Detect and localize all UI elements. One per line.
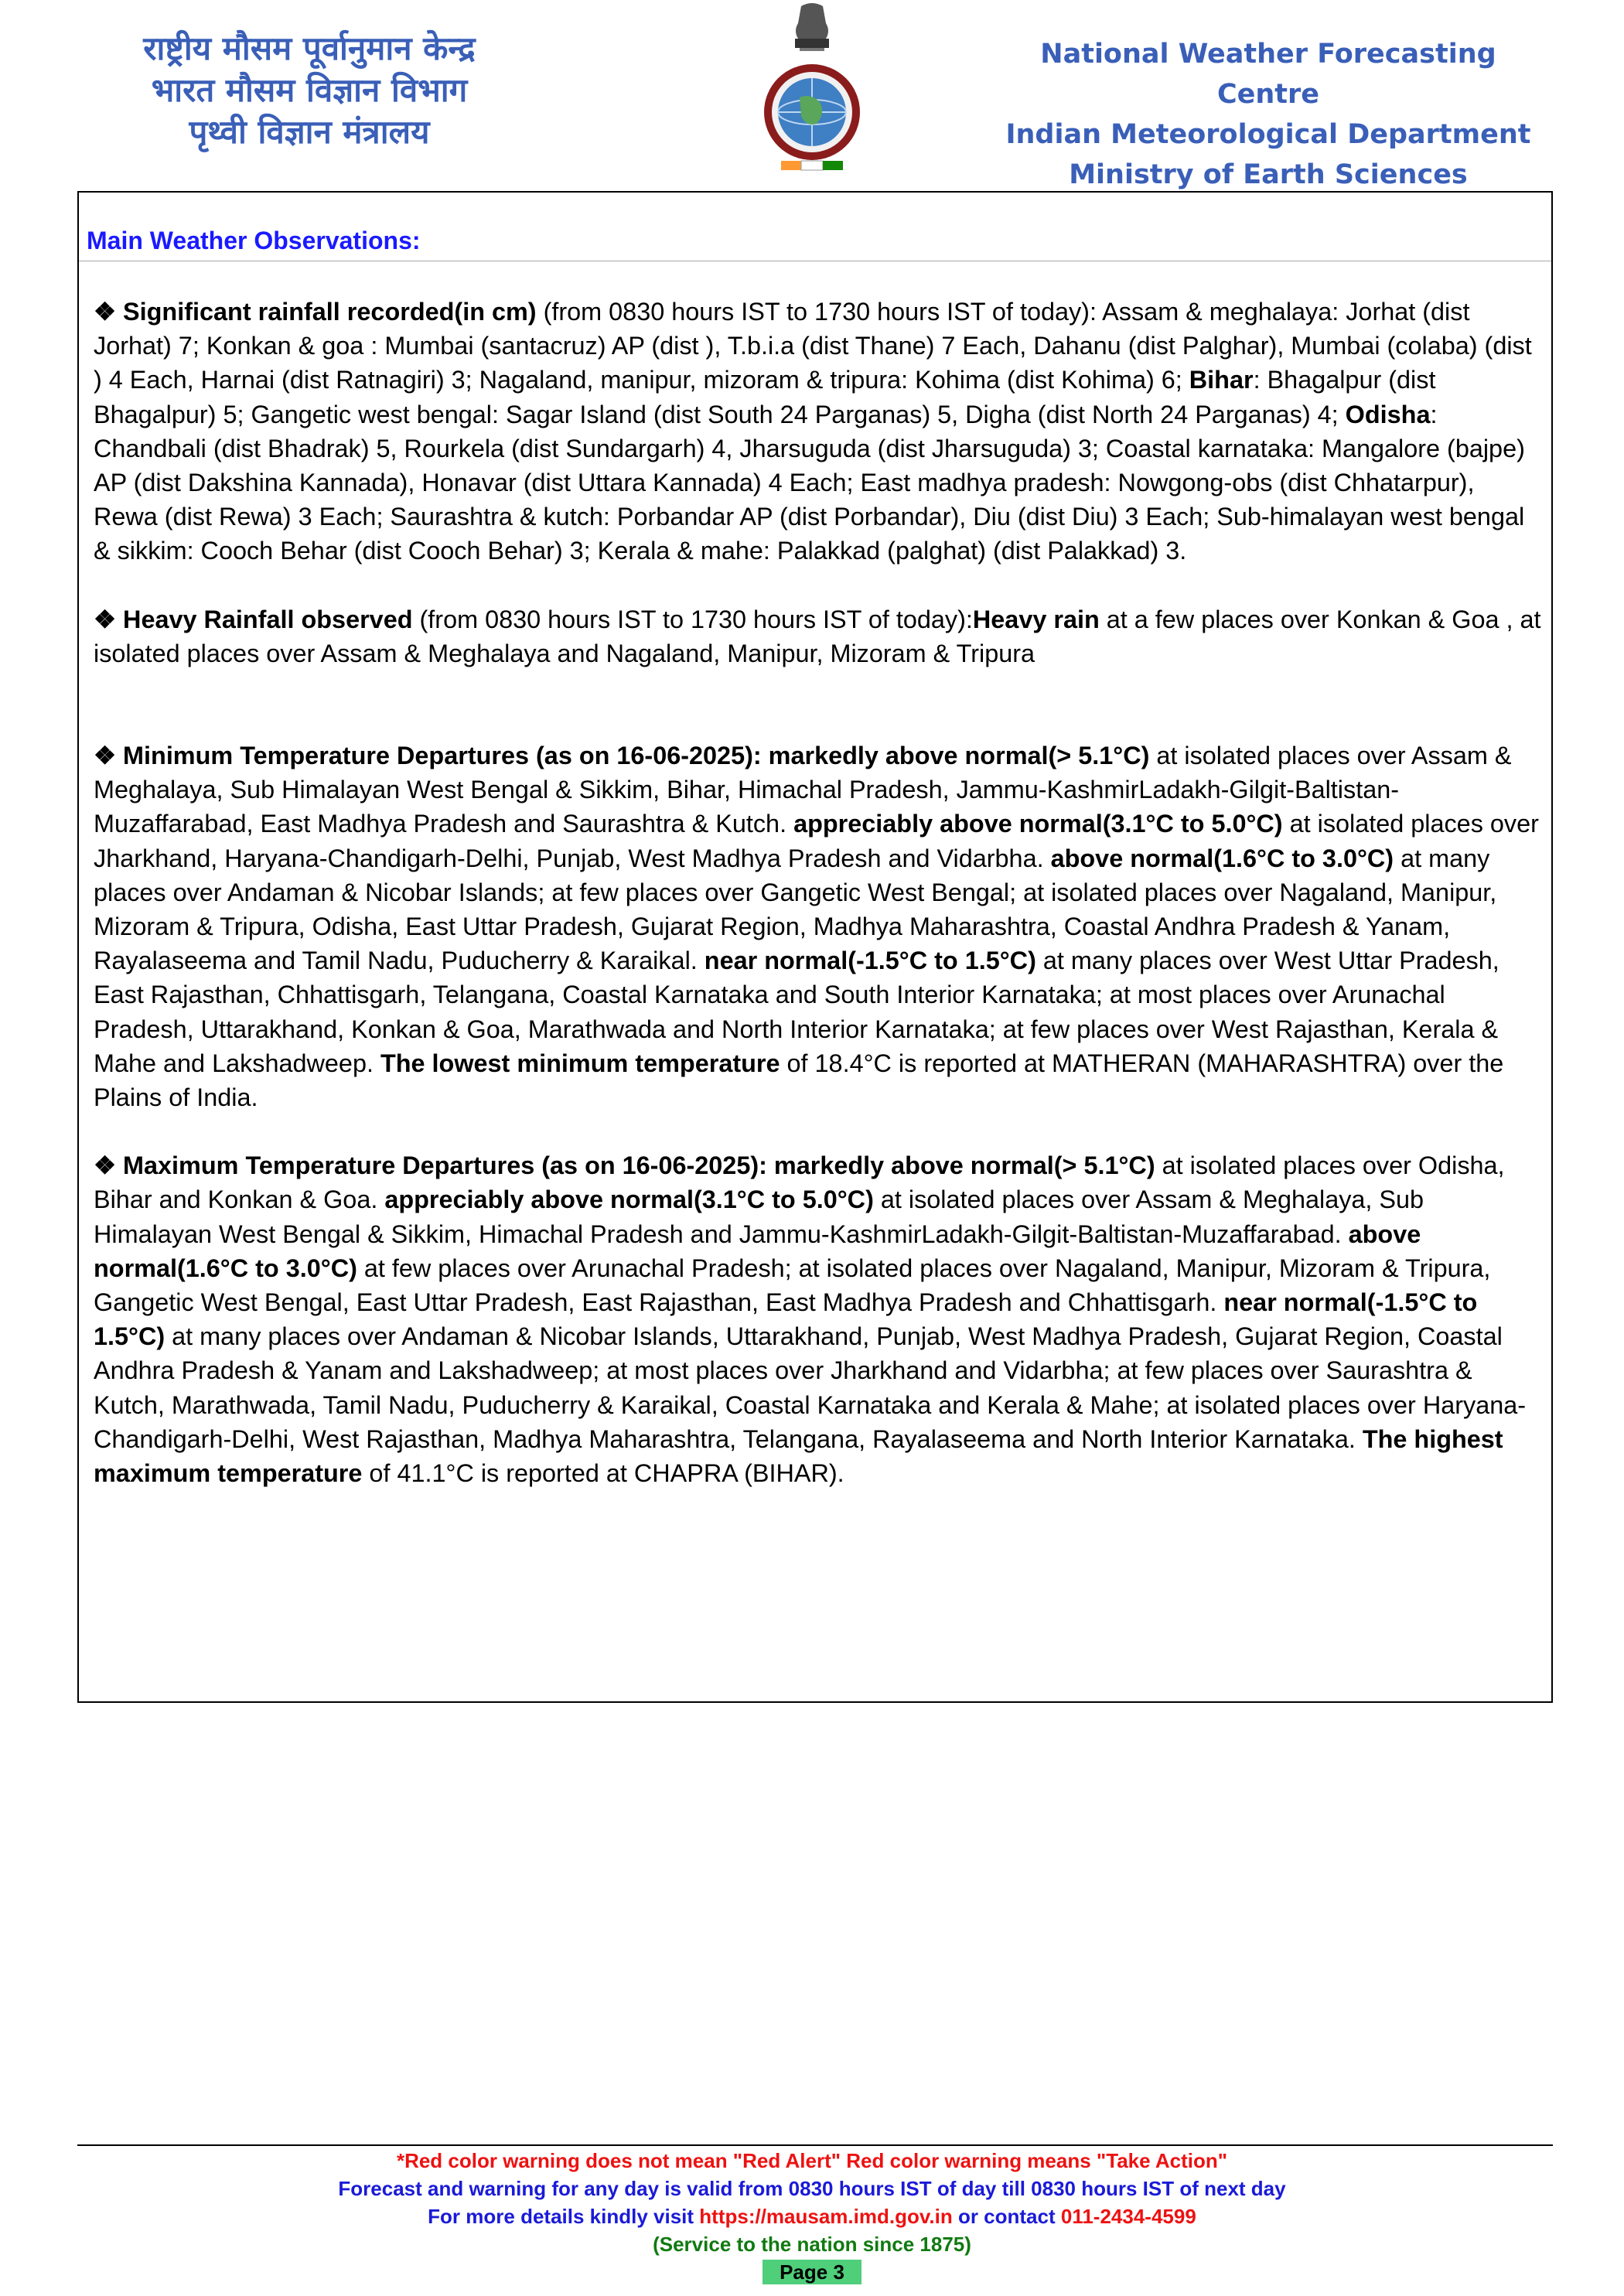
min-temp-bold-2: above normal(1.6°C to 3.0°C) bbox=[1050, 844, 1394, 872]
max-temp-bold-1: appreciably above normal(3.1°C to 5.0°C) bbox=[384, 1186, 874, 1214]
min-temp-text-1: at isolated places over Assam & Meghalaya, Sub Himalayan West Bengal & Sikkim, Bihar, Himachal Pradesh, Jammu-KashmirLadakh-Gilgit-Baltistan-Muzaffarabad, East Madhya Pradesh and Saurashtra & Kutch. bbox=[94, 742, 1512, 838]
max-temp-text-3: at few places over Arunachal Pradesh; at isolated places over Nagaland, Manipur, Mizoram & Tripura, Gangetic West Bengal, East Uttar Pradesh, East Rajasthan, East Madhya Pradesh and Chhattisgarh. bbox=[94, 1254, 1491, 1317]
max-temp-label: Maximum Temperature Departures (as on 16-06-2025): markedly above normal(> 5.1°C) bbox=[123, 1151, 1155, 1180]
bullet-icon: ❖ bbox=[94, 605, 117, 633]
validity-note: Forecast and warning for any day is valid from 0830 hours IST of day till 0830 hours IST of next day bbox=[338, 2177, 1286, 2200]
observations-panel bbox=[77, 191, 1553, 1703]
rainfall-text-3: : Chandbali (dist Bhadrak) 5, Rourkela (dist Sundargarh) 4, Jharsuguda (dist Jharsuguda) 3; Coastal karnataka: Mangalore (bajpe) AP (dist Dakshina Kannada), Honavar (dist Uttara Kannada) 4 Each; East madhya pradesh: Nowgong-obs (dist Chhatarpur), Rewa (dist Rewa) 3 Each; Saurashtra & kutch: Porbandar AP (dist Porbandar), Diu (dist Diu) 3 Each; Sub-himalayan west bengal & sikkim: Cooch Behar (dist Cooch Behar) 3; Kerala & mahe: Palakkad (palghat) (dist Palakkad) 3. bbox=[94, 400, 1525, 565]
rainfall-label: Significant rainfall recorded(in cm) bbox=[123, 298, 537, 326]
min-temp-label: Minimum Temperature Departures (as on 16-06-2025): markedly above normal(> 5.1°C) bbox=[123, 742, 1150, 770]
heavy-rain-paragraph bbox=[94, 602, 1541, 670]
max-temp-text-5: of 41.1°C is reported at CHAPRA (BIHAR). bbox=[362, 1459, 844, 1488]
max-temp-text-4: at many places over Andaman & Nicobar Islands, Uttarakhand, Punjab, West Madhya Pradesh, Gujarat Region, Coastal Andhra Pradesh & Yanam and Lakshadweep; at most places over Jharkhand and Vidarbha; at few places over Saurashtra & Kutch, Marathwada, Tamil Nadu, Puducherry & Karaikal, Coastal Karnataka and Kerala & Mahe; at isolated places over Haryana-Chandigarh-Delhi, West Rajasthan, Madhya Maharashtra, Telangana, Rayalaseema and North Interior Karnataka. bbox=[94, 1322, 1527, 1453]
page-number-badge: Page 3 bbox=[763, 2260, 861, 2284]
footer-divider bbox=[77, 2144, 1553, 2146]
max-temp-paragraph bbox=[94, 1148, 1541, 1490]
min-temp-text-5: of 18.4°C is reported at MATHERAN (MAHARASHTRA) over the Plains of India. bbox=[94, 1049, 1504, 1112]
english-line-2: Indian Meteorological Department bbox=[1005, 119, 1531, 150]
min-temp-text-3: at many places over Andaman & Nicobar Islands; at few places over Gangetic West Bengal; at isolated places over Nagaland, Manipur, Mizoram & Tripura, Odisha, East Uttar Pradesh, Gujarat Region, Madhya Maharashtra, Coastal Andhra Pradesh & Yanam, Rayalaseema and Tamil Nadu, Puducherry & Karaikal. bbox=[94, 844, 1497, 975]
contact-prefix: For more details kindly visit bbox=[428, 2205, 700, 2228]
min-temp-bold-1: appreciably above normal(3.1°C to 5.0°C) bbox=[793, 810, 1283, 838]
max-temp-bold-4: The highest maximum temperature bbox=[94, 1424, 1503, 1488]
rainfall-bold-1: Bihar bbox=[1189, 366, 1254, 394]
section-title: Main Weather Observations: bbox=[87, 227, 421, 254]
hindi-org-name bbox=[101, 28, 518, 153]
rainfall-text-2: : Bhagalpur (dist Bhagalpur) 5; Gangetic west bengal: Sagar Island (dist South 24 Parganas) 5, Digha (dist North 24 Parganas) 4; bbox=[94, 366, 1436, 428]
max-temp-bold-2: above normal(1.6°C to 3.0°C) bbox=[94, 1220, 1421, 1282]
contact-line bbox=[0, 2202, 1624, 2230]
bullet-icon: ❖ bbox=[94, 1151, 117, 1180]
min-temp-paragraph bbox=[94, 739, 1541, 1114]
rainfall-paragraph bbox=[94, 295, 1541, 568]
english-line-3: Ministry of Earth Sciences bbox=[1069, 159, 1468, 190]
min-temp-text-4: at many places over West Uttar Pradesh, East Rajasthan, Chhattisgarh, Telangana, Coastal Karnataka and South Interior Karnataka; at most places over Arunachal Pradesh, Uttarakhand, Konkan & Goa, Marathwada and North Interior Karnataka; at few places over West Rajasthan, Kerala & Mahe and Lakshadweep. bbox=[94, 947, 1499, 1077]
min-temp-bold-4: The lowest minimum temperature bbox=[380, 1049, 780, 1077]
heavy-rain-text-1: (from 0830 hours IST to 1730 hours IST of today): bbox=[412, 605, 973, 633]
phone-number: 011-2434-4599 bbox=[1060, 2205, 1196, 2228]
contact-mid: or contact bbox=[952, 2205, 1061, 2228]
bullet-icon: ❖ bbox=[94, 298, 117, 326]
hindi-line-3: पृथ्वी विज्ञान मंत्रालय bbox=[189, 113, 430, 151]
hindi-line-2: भारत मौसम विज्ञान विभाग bbox=[151, 71, 468, 109]
heavy-rain-bold-1: Heavy rain bbox=[972, 605, 1100, 633]
imd-emblem-icon bbox=[750, 0, 874, 186]
website-link[interactable]: https://mausam.imd.gov.in bbox=[699, 2205, 953, 2228]
english-line-1: National Weather Forecasting Centre bbox=[1040, 39, 1496, 110]
min-temp-bold-3: near normal(-1.5°C to 1.5°C) bbox=[704, 947, 1036, 975]
heavy-rain-text-2: at a few places over Konkan & Goa , at isolated places over Assam & Meghalaya and Nagaland, Manipur, Mizoram & Tripura bbox=[94, 605, 1541, 667]
heavy-rain-label: Heavy Rainfall observed bbox=[123, 605, 413, 633]
max-temp-bold-3: near normal(-1.5°C to 1.5°C) bbox=[94, 1288, 1478, 1351]
service-note: (Service to the nation since 1875) bbox=[653, 2233, 971, 2256]
warning-note: *Red color warning does not mean "Red Alert" Red color warning means "Take Action" bbox=[396, 2149, 1228, 2172]
min-temp-text-2: at isolated places over Jharkhand, Haryana-Chandigarh-Delhi, Punjab, West Madhya Pradesh and Vidarbha. bbox=[94, 810, 1539, 872]
page-footer bbox=[0, 2147, 1624, 2286]
page-header bbox=[0, 0, 1624, 189]
max-temp-text-1: at isolated places over Odisha, Bihar and Konkan & Goa. bbox=[94, 1151, 1505, 1214]
bullet-icon: ❖ bbox=[94, 742, 117, 770]
max-temp-text-2: at isolated places over Assam & Meghalaya, Sub Himalayan West Bengal & Sikkim, Himachal Pradesh and Jammu-KashmirLadakh-Gilgit-Baltistan-Muzaffarabad. bbox=[94, 1186, 1424, 1248]
hindi-line-1: राष्ट्रीय मौसम पूर्वानुमान केन्द्र bbox=[143, 29, 476, 67]
english-org-name bbox=[998, 34, 1539, 195]
observations-content bbox=[94, 295, 1541, 1490]
rainfall-text-1: (from 0830 hours IST to 1730 hours IST of today): Assam & meghalaya: Jorhat (dist Jorhat) 7; Konkan & goa : Mumbai (santacruz) AP (dist ), T.b.i.a (dist Thane) 7 Each, Dahanu (dist Palghar), Mumbai (colaba) (dist ) 4 Each, Harnai (dist Ratnagiri) 3; Nagaland, manipur, mizoram & tripura: Kohima (dist Kohima) 6; bbox=[94, 298, 1532, 394]
rainfall-bold-2: Odisha bbox=[1345, 400, 1431, 428]
